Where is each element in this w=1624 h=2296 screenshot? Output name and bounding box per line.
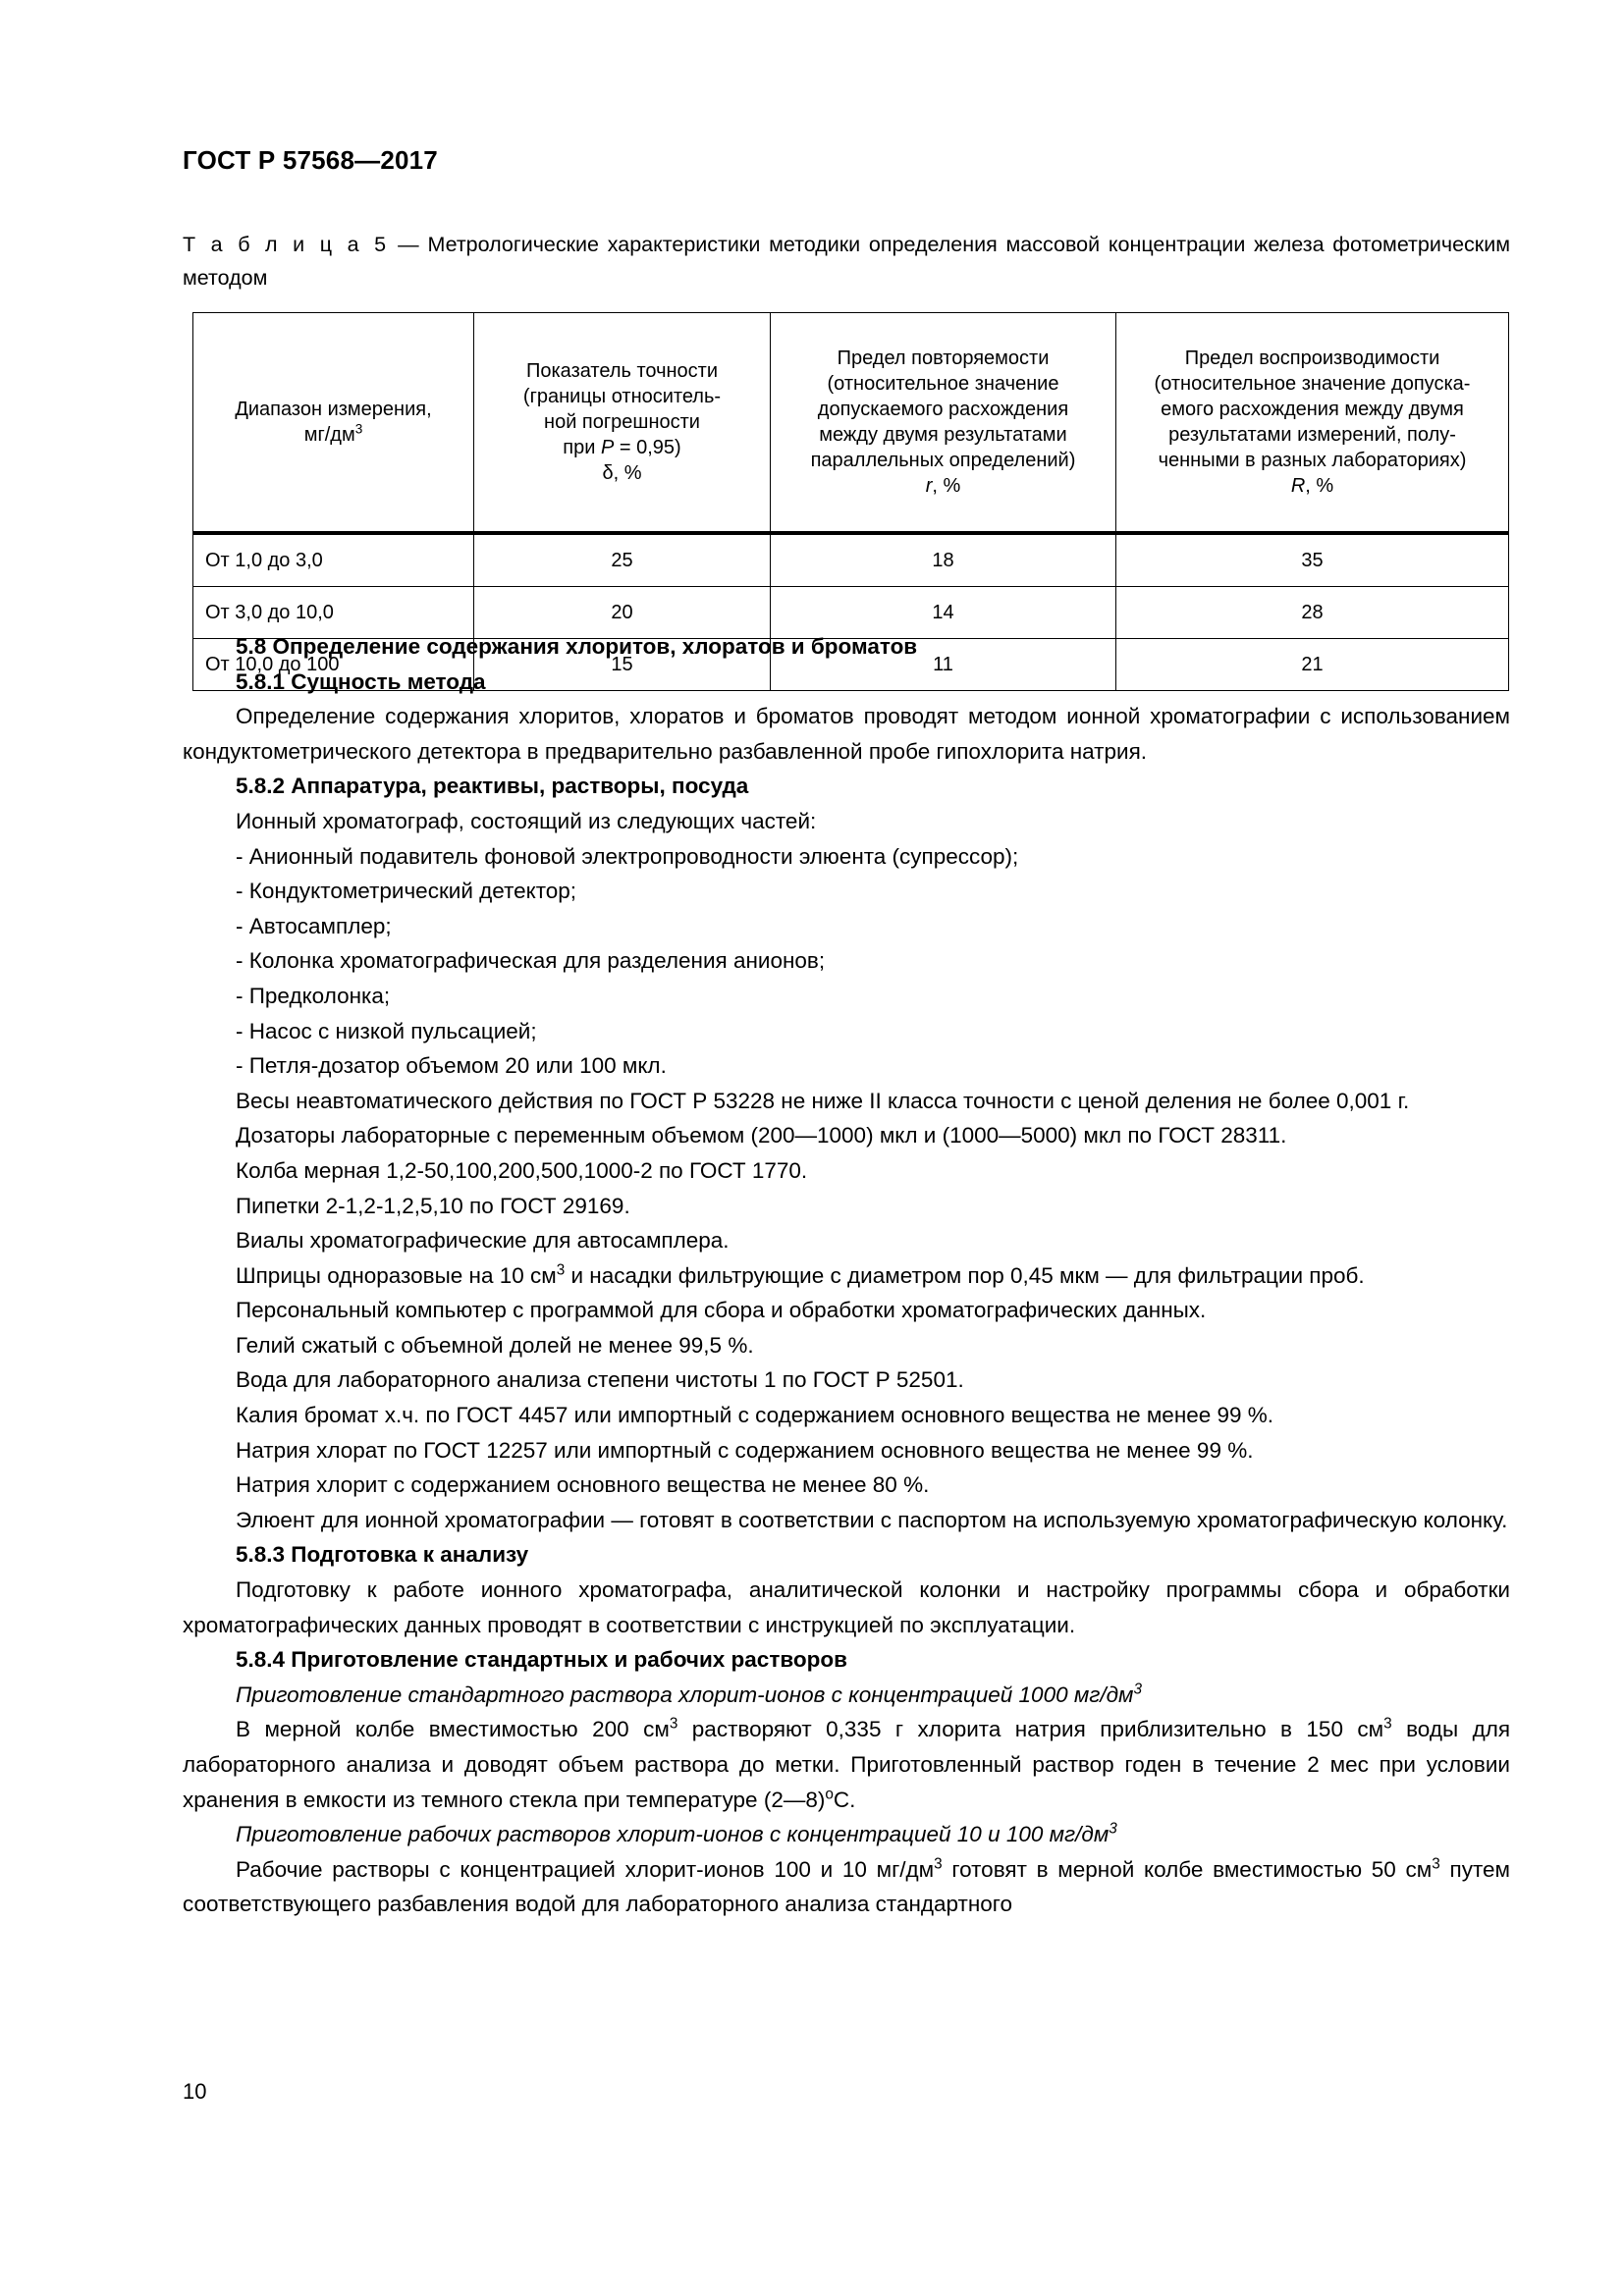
header-line [777,473,1110,499]
header-line: Предел воспроизводимости [1184,347,1440,369]
syringes-exponent: 3 [556,1261,566,1279]
exponent-2: 3 [1383,1715,1392,1733]
table-caption-text: Метрологические характеристики методики определения массовой концентрации железа фотометрическим методом [183,233,1510,290]
header-line: Предел повторяемости [837,347,1050,369]
exponent-1: 3 [934,1855,943,1873]
paragraph-scales: Весы неавтоматического действия по ГОСТ Р 53228 не ниже II класса точности с ценой деления не более 0,001 г. [236,1088,1410,1113]
header-line: ной погрешности [544,411,700,433]
header-symbol-r-lower: r [925,475,933,497]
table-header-accuracy-index [474,313,771,534]
page-number: 10 [183,2079,207,2104]
equipment-item: - Предколонка; [236,983,391,1008]
exponent-1: 3 [669,1715,678,1733]
syringes-text-a: Шприцы одноразовые на 10 см [236,1262,557,1288]
header-line [1122,473,1502,499]
cell-range: От 3,0 до 10,0 [193,587,474,639]
header-symbol-p: P [600,437,615,458]
paragraph-eluent: Элюент для ионной хроматографии — готовят в соответствии с паспортом на используемую хроматографическую колонку. [236,1507,1508,1532]
paragraph-helium: Гелий сжатый с объемной долей не менее 99,5 %. [236,1332,754,1358]
equipment-item: - Насос с низкой пульсацией; [236,1018,537,1043]
italic-title-text: Приготовление стандартного раствора хлорит-ионов с концентрацией 1000 мг/дм [236,1682,1134,1707]
header-line: емого расхождения между двумя [1161,399,1464,420]
cell-range: От 1,0 до 3,0 [193,533,474,587]
header-line: (относительное значение допуска- [1154,373,1471,395]
table-header-row [193,313,1509,534]
header-line: (относительное значение [827,373,1059,395]
table-header-reproducibility-limit [1116,313,1509,534]
header-prefix: при [563,437,601,458]
equipment-item: - Петля-дозатор объемом 20 или 100 мкл. [236,1053,667,1079]
header-symbol-suffix: , % [932,475,961,497]
paragraph-volumetric-flask: Колба мерная 1,2-50,100,200,500,1000-2 по ГОСТ 1770. [236,1157,808,1183]
standard-header: ГОСТ Р 57568—2017 [183,145,438,175]
heading-5-8-3: 5.8.3 Подготовка к анализу [236,1542,529,1568]
cell-delta: 20 [474,587,771,639]
header-line [480,435,764,460]
header-symbol-r-upper: R [1290,475,1306,497]
paragraph-water: Вода для лабораторного анализа степени чистоты 1 по ГОСТ Р 52501. [236,1367,964,1393]
table-header-measurement-range [193,313,474,534]
paragraph-5-8-1: Определение содержания хлоритов, хлоратов и броматов проводят методом ионной хроматографии с использованием кондуктометрического детектора в предварительно разбавленной пробе гипохлорита натрия. [183,704,1510,764]
header-unit-exponent: 3 [354,421,363,437]
italic-working-solution-title [183,1817,1510,1852]
italic-standard-solution-title [183,1678,1510,1713]
paragraph-5-8-3: Подготовку к работе ионного хроматографа, аналитической колонки и настройку программы сбора и обработки хроматографических данных проводят в соответствии с инструкцией по эксплуатации. [183,1577,1510,1637]
cell-r: 18 [771,533,1116,587]
cell-range: От 10,0 до 100 [193,639,474,691]
text-b: готовят в мерной колбе вместимостью 50 см [942,1856,1433,1882]
table-caption [183,228,1510,294]
heading-5-8-2: 5.8.2 Аппаратура, реактивы, растворы, посуда [236,774,749,799]
header-line: между двумя результатами [819,424,1067,446]
header-line: допускаемого расхождения [817,399,1069,420]
table-caption-dash: — [389,233,428,256]
header-line: Диапазон измерения, [235,399,432,420]
table-caption-label: Т а б л и ц а 5 [183,233,390,256]
text-b: растворяют 0,335 г хлорита натрия приблизительно в 150 см [677,1717,1384,1742]
cell-delta: 15 [474,639,771,691]
italic-title-exponent: 3 [1133,1681,1142,1698]
equipment-item: - Анионный подавитель фоновой электропроводности элюента (супрессор); [236,843,1019,869]
paragraph-standard-solution [183,1712,1510,1817]
document-body [183,629,1510,1922]
paragraph-syringes [183,1258,1510,1294]
paragraph-pipettes: Пипетки 2-1,2-1,2,5,10 по ГОСТ 29169. [236,1193,630,1218]
paragraph-sodium-chlorite: Натрия хлорит с содержанием основного вещества не менее 80 %. [236,1472,930,1498]
header-symbol-suffix: , % [1305,475,1334,497]
cell-r: 11 [771,639,1116,691]
table-row [193,533,1509,587]
italic-title-text: Приготовление рабочих растворов хлорит-ионов с концентрацией 10 и 100 мг/дм [236,1822,1110,1847]
heading-5-8: 5.8 Определение содержания хлоритов, хлоратов и броматов [236,634,918,659]
paragraph-working-solution [183,1852,1510,1922]
header-suffix: = 0,95) [614,437,681,458]
equipment-item: - Автосамплер; [236,913,392,938]
exponent-degree: о [825,1786,834,1803]
cell-R: 28 [1116,587,1509,639]
header-line: результатами измерений, полу- [1168,424,1456,446]
equipment-item: - Колонка хроматографическая для разделения анионов; [236,948,826,974]
heading-5-8-4: 5.8.4 Приготовление стандартных и рабочих растворов [236,1647,847,1673]
cell-R: 21 [1116,639,1509,691]
header-line: параллельных определений) [810,450,1076,471]
header-line: Показатель точности [525,360,719,382]
text-c: путем соответствующего разбавления водой для лабораторного анализа стандартного [183,1856,1510,1917]
cell-delta: 25 [474,533,771,587]
table-header-repeatability-limit [771,313,1116,534]
cell-r: 14 [771,587,1116,639]
cell-R: 35 [1116,533,1509,587]
paragraph-sodium-chlorate: Натрия хлорат по ГОСТ 12257 или импортный с содержанием основного вещества не менее 99 %. [236,1437,1254,1463]
header-line [199,422,467,448]
syringes-text-b: и насадки фильтрующие с диаметром пор 0,45 мкм — для фильтрации проб. [565,1262,1365,1288]
exponent-2: 3 [1432,1855,1440,1873]
heading-5-8-1: 5.8.1 Сущность метода [236,668,486,694]
text-a: Рабочие растворы с концентрацией хлорит-ионов 100 и 10 мг/дм [236,1856,935,1882]
header-line: δ, % [602,462,642,484]
header-unit: мг/дм [303,424,355,446]
italic-title-exponent: 3 [1109,1820,1117,1838]
paragraph-computer: Персональный компьютер с программой для сбора и обработки хроматографических данных. [236,1298,1207,1323]
header-line: (границы относитель- [522,386,722,407]
paragraph-potassium-bromate: Калия бромат х.ч. по ГОСТ 4457 или импортный с содержанием основного вещества не менее 99 %. [236,1403,1274,1428]
paragraph-vials: Виалы хроматографические для автосамплера. [236,1228,730,1254]
paragraph-dispensers: Дозаторы лабораторные с переменным объемом (200—1000) мкл и (1000—5000) мкл по ГОСТ 28311. [236,1123,1287,1148]
text-d: С. [833,1787,856,1812]
equipment-item: - Кондуктометрический детектор; [236,879,577,904]
header-line: ченными в разных лабораториях) [1158,450,1467,471]
equipment-intro: Ионный хроматограф, состоящий из следующих частей: [236,808,817,833]
text-c: воды для лабораторного анализа и доводят объем раствора до метки. Приготовленный раствор годен в течение 2 мес при условии хранения в емкости из темного стекла при температуре (2—8) [183,1717,1511,1812]
text-a: В мерной колбе вместимостью 200 см [236,1717,670,1742]
